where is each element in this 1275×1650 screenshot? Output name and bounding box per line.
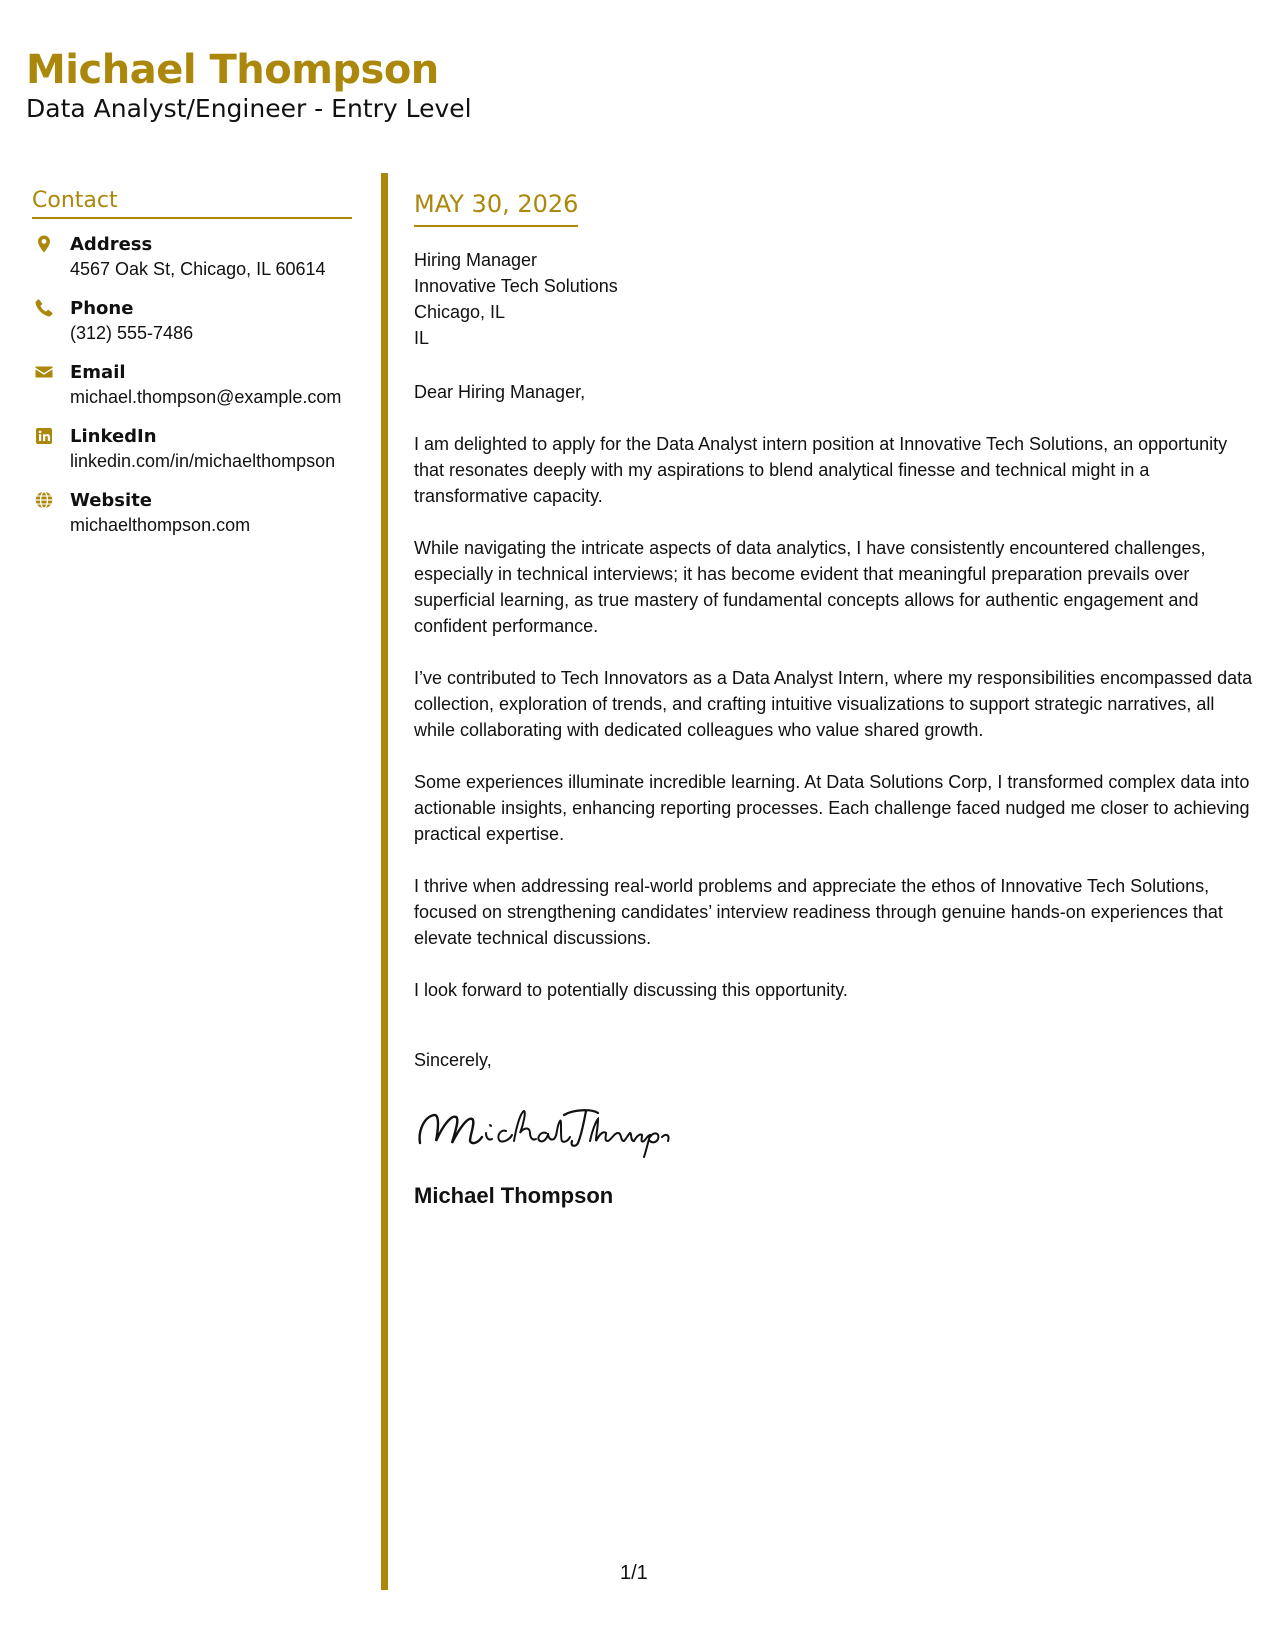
recipient-line: Chicago, IL [414,301,506,322]
closing: Sincerely, [414,1049,492,1070]
contact-item-address [32,233,352,281]
letter-paragraph: I thrive when addressing real-world problems and appreciate the ethos of Innovative Tech Solutions, focused on strengthening candidates’ interview readiness through genuine hands-on experiences that elevate technical discussions. [414,875,1223,948]
letter-paragraph: I look forward to potentially discussing this opportunity. [414,979,848,1000]
vertical-divider [381,173,388,1590]
contact-heading: Contact [32,188,352,219]
linkedin-value: linkedin.com/in/michaelthompson [70,451,336,471]
map-pin-icon [34,234,54,254]
contact-label: Email [70,362,126,383]
letter-paragraph: While navigating the intricate aspects of data analytics, I have consistently encountered challenges, especially in technical interviews; it has become evident that meaningful preparation prevails over superficial learning, as true mastery of fundamental concepts allows for authentic engagement and confident performance. [414,537,1206,636]
envelope-icon [34,362,54,382]
contact-label: LinkedIn [70,426,157,447]
recipient-block [414,247,1254,351]
letter-paragraph: Some experiences illuminate incredible learning. At Data Solutions Corp, I transformed complex data into actionable insights, enhancing reporting processes. Each challenge faced nudged me closer to achieving practical expertise. [414,771,1250,844]
header [26,48,472,124]
address-value: 4567 Oak St, Chicago, IL 60614 [70,259,326,279]
recipient-line: Hiring Manager [414,249,538,270]
letter-paragraph: I am delighted to apply for the Data Analyst intern position at Innovative Tech Solutions, an opportunity that resonates deeply with my aspirations to blend analytical finesse and technical might in a transformative capacity. [414,433,1228,506]
recipient-line: IL [414,327,430,348]
recipient-line: Innovative Tech Solutions [414,275,618,296]
job-title: Data Analyst/Engineer - Entry Level [26,94,472,123]
letter-body [414,190,1254,1209]
page-number: 1/1 [620,1562,648,1584]
contact-item-email [32,361,352,409]
contact-sidebar [32,188,352,553]
contact-label: Phone [70,298,134,319]
email-value: michael.thompson@example.com [70,387,342,407]
applicant-name: Michael Thompson [26,47,439,93]
letter-date: MAY 30, 2026 [414,190,578,227]
globe-icon [34,490,54,510]
contact-label: Address [70,234,153,255]
phone-value: (312) 555-7486 [70,323,194,343]
phone-icon [34,298,54,318]
website-value: michaelthompson.com [70,515,251,535]
contact-item-phone [32,297,352,345]
linkedin-icon [34,426,54,446]
contact-item-website [32,489,352,537]
letter-paragraph: I’ve contributed to Tech Innovators as a Data Analyst Intern, where my responsibilities encompassed data collection, exploration of trends, and crafting intuitive visualizations to support strategic narratives, all while collaborating with dedicated colleagues who value shared growth. [414,667,1253,740]
contact-item-linkedin [32,425,352,473]
salutation: Dear Hiring Manager, [414,381,586,402]
handwritten-signature [414,1101,1254,1161]
signed-name: Michael Thompson [414,1182,614,1208]
contact-label: Website [70,490,153,511]
